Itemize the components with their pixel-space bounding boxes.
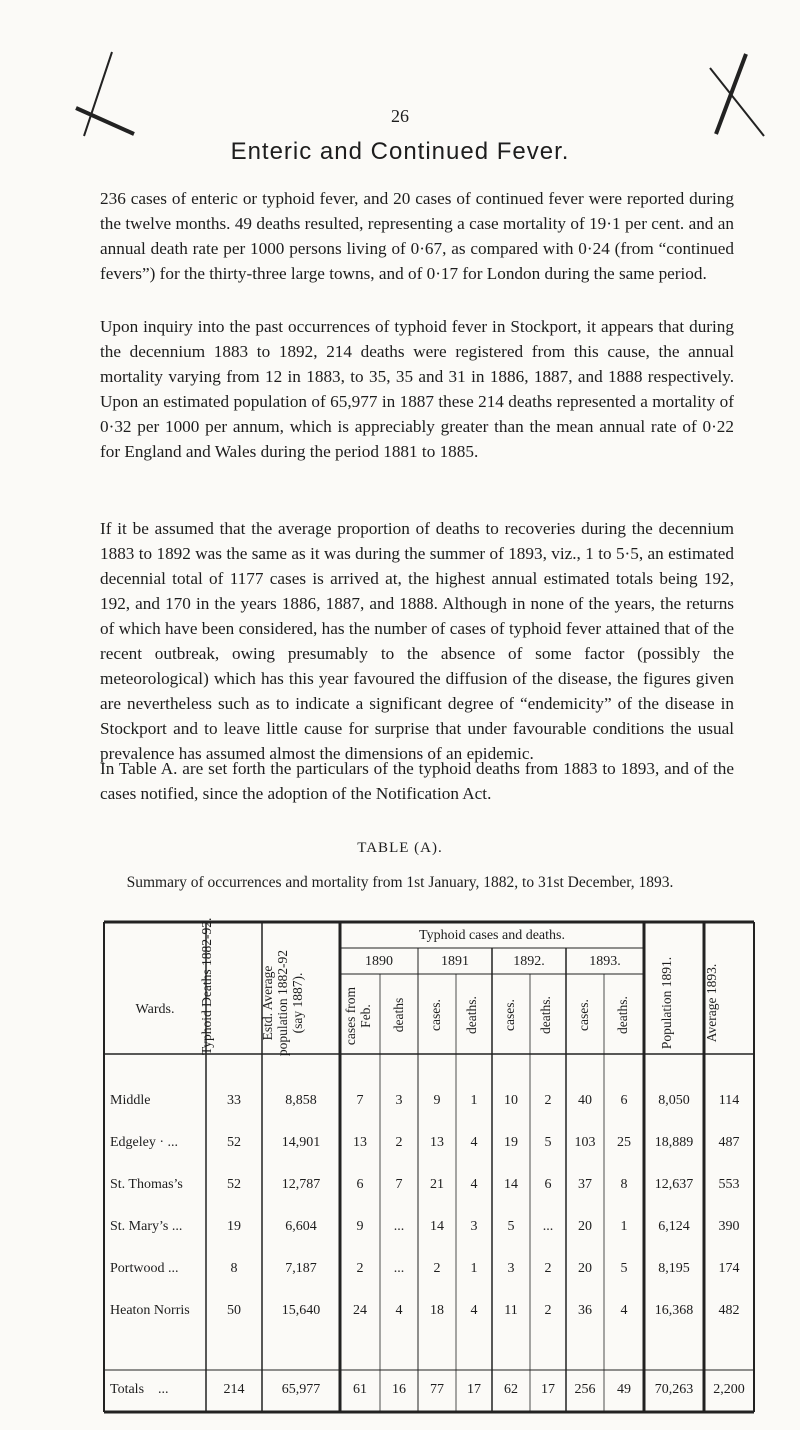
cell-cases-1892: 11	[504, 1303, 518, 1318]
header-typhoid-deaths: Typhoid Deaths 1882-92.	[199, 917, 214, 1055]
cell-population-1891: 16,368	[654, 1303, 694, 1318]
cell-estd-average: 6,604	[285, 1219, 317, 1234]
cell-cases-1892: 3	[507, 1261, 515, 1276]
cell-cases-1891: 18	[430, 1303, 444, 1318]
cell-population-1891: 8,195	[658, 1261, 690, 1276]
cell-deaths-1893: 4	[620, 1303, 628, 1318]
cell-average-1893: 487	[718, 1135, 740, 1150]
ward-name: St. Thomas’s	[110, 1177, 183, 1192]
cell-cases-1890: 9	[356, 1219, 364, 1234]
cell-cases-1893: 40	[578, 1093, 592, 1108]
cell-average-1893: 553	[718, 1177, 740, 1192]
header-cases-from-feb: cases from Feb.	[343, 986, 373, 1046]
ward-name: Portwood ...	[110, 1261, 179, 1276]
cell-cases-1891: 13	[430, 1135, 444, 1150]
total-deaths-1890: 16	[392, 1382, 406, 1397]
cell-cases-1890: 2	[356, 1261, 364, 1276]
cell-deaths-1892: ...	[542, 1219, 554, 1234]
cell-cases-1891: 9	[433, 1093, 441, 1108]
page-number: 26	[391, 106, 409, 126]
paragraph-4: In Table A. are set forth the particulars of the typhoid deaths from 1883 to 1893, and of the cases notified, since the adoption of the Notification Act.	[100, 759, 734, 803]
total-cases-1891: 77	[430, 1382, 444, 1397]
cell-deaths-1893: 25	[617, 1135, 631, 1150]
ward-name: Edgeley · ...	[110, 1135, 179, 1150]
cell-estd-average: 14,901	[281, 1135, 321, 1150]
cell-cases-1893: 36	[578, 1303, 592, 1318]
header-deaths-1893: deaths.	[615, 996, 630, 1034]
cell-deaths-1890: ...	[393, 1219, 405, 1234]
cell-deaths-1891: 1	[470, 1261, 478, 1276]
cell-average-1893: 390	[718, 1219, 740, 1234]
cell-deaths-1893: 5	[620, 1261, 628, 1276]
cell-deaths-1893: 6	[620, 1093, 628, 1108]
header-typhoid-group: Typhoid cases and deaths.	[419, 928, 565, 943]
cell-deaths-1891: 4	[470, 1303, 478, 1318]
total-population-1891: 70,263	[654, 1382, 694, 1397]
cell-deaths-1891: 4	[470, 1177, 478, 1192]
cell-deaths-1890: 4	[395, 1303, 403, 1318]
cell-deaths-1892: 6	[544, 1177, 552, 1192]
page-title: Enteric and Continued Fever.	[230, 138, 570, 165]
total-deaths-1892: 17	[541, 1382, 555, 1397]
cell-deaths-1892: 5	[544, 1135, 552, 1150]
table-summary: Summary of occurrences and mortality from 1st January, 1882, to 31st December, 1893.	[126, 874, 674, 891]
cell-average-1893: 114	[718, 1093, 740, 1108]
cell-cases-1891: 21	[430, 1177, 444, 1192]
total-deaths-1893: 49	[617, 1382, 631, 1397]
table-label: TABLE (A).	[357, 840, 443, 856]
header-year-1890: 1890	[365, 954, 393, 969]
cell-estd-average: 7,187	[285, 1261, 317, 1276]
total-average-1893: 2,200	[713, 1382, 745, 1397]
cell-cases-1892: 14	[504, 1177, 518, 1192]
cell-deaths-1890: 3	[395, 1093, 403, 1108]
cell-deaths-1891: 4	[470, 1135, 478, 1150]
header-year-1893: 1893.	[589, 954, 621, 969]
ward-name: Middle	[110, 1093, 151, 1108]
cell-cases-1893: 37	[578, 1177, 592, 1192]
cell-deaths-1890: ...	[393, 1261, 405, 1276]
cell-typhoid-deaths: 33	[227, 1093, 241, 1108]
cell-population-1891: 12,637	[654, 1177, 694, 1192]
cell-population-1891: 18,889	[654, 1135, 694, 1150]
totals-label: Totals ...	[110, 1382, 169, 1397]
header-deaths-1891: deaths.	[464, 996, 479, 1034]
cell-cases-1890: 7	[356, 1093, 364, 1108]
header-estd-average: Estd. Average population 1882-92 (say 1887).	[260, 949, 305, 1057]
total-estd-average: 65,977	[281, 1382, 321, 1397]
cell-estd-average: 12,787	[281, 1177, 321, 1192]
header-cases-1891: cases.	[428, 999, 443, 1031]
header-population-1891: Population 1891.	[659, 956, 674, 1050]
cell-deaths-1891: 3	[470, 1219, 478, 1234]
cell-cases-1892: 10	[504, 1093, 518, 1108]
cell-deaths-1890: 2	[395, 1135, 403, 1150]
header-deaths-1892: deaths.	[538, 996, 553, 1034]
ward-name: St. Mary’s ...	[110, 1219, 183, 1234]
cell-estd-average: 8,858	[285, 1093, 317, 1108]
cell-deaths-1892: 2	[544, 1093, 552, 1108]
cell-population-1891: 8,050	[658, 1093, 690, 1108]
header-year-1891: 1891	[441, 954, 469, 969]
header-year-1892: 1892.	[513, 954, 545, 969]
ward-name: Heaton Norris	[110, 1303, 190, 1318]
cell-cases-1890: 24	[353, 1303, 367, 1318]
cell-typhoid-deaths: 50	[227, 1303, 241, 1318]
cell-deaths-1890: 7	[395, 1177, 403, 1192]
total-typhoid-deaths: 214	[223, 1382, 245, 1397]
cell-cases-1893: 20	[578, 1219, 592, 1234]
cell-cases-1890: 13	[353, 1135, 367, 1150]
cell-typhoid-deaths: 52	[227, 1177, 241, 1192]
total-cases-1893: 256	[574, 1382, 596, 1397]
cell-average-1893: 482	[718, 1303, 740, 1318]
cell-cases-1893: 103	[574, 1135, 596, 1150]
cell-population-1891: 6,124	[658, 1219, 690, 1234]
cell-deaths-1893: 8	[620, 1177, 628, 1192]
cell-deaths-1893: 1	[620, 1219, 628, 1234]
table-a	[96, 910, 761, 1430]
cell-cases-1892: 5	[507, 1219, 515, 1234]
total-cases-1890: 61	[353, 1382, 367, 1397]
cell-cases-1892: 19	[504, 1135, 518, 1150]
cell-typhoid-deaths: 52	[227, 1135, 241, 1150]
cell-deaths-1892: 2	[544, 1261, 552, 1276]
header-cases-1893: cases.	[576, 999, 591, 1031]
cell-cases-1893: 20	[578, 1261, 592, 1276]
header-deaths-1890: deaths	[391, 997, 406, 1033]
cell-deaths-1892: 2	[544, 1303, 552, 1318]
cell-cases-1890: 6	[356, 1177, 364, 1192]
cell-estd-average: 15,640	[281, 1303, 321, 1318]
cell-average-1893: 174	[718, 1261, 740, 1276]
cell-cases-1891: 14	[430, 1219, 444, 1234]
paragraph-2: Upon inquiry into the past occurrences of typhoid fever in Stockport, it appears that during the decennium 1883 to 1892, 214 deaths were registered from this cause, the annual mortality varying from 12 in 1883, to 35, 35 and 31 in 1886, 1887, and 1888 respectively. Upon an estimated population of 65,977 in 1887 these 214 deaths represented a mortality of 0·32 per 1000 per annum, which is appreciably greater than the mean annual rate of 0·22 for England and Wales during the period 1881 to 1885.	[100, 317, 734, 461]
paragraph-3: If it be assumed that the average proportion of deaths to recoveries during the decennium 1883 to 1892 was the same as it was during the summer of 1893, viz., 1 to 5·5, an estimated decennial total of 1177 cases is arrived at, the highest annual estimated totals being 192, 192, and 170 in the years 1886, 1887, and 1888. Although in none of the years, the returns of which have been considered, has the number of cases of typhoid fever attained that of the recent outbreak, owing presumably to the absence of some factor (possibly the meteorological) which has this year favoured the diffusion of the disease, the figures given are nevertheless such as to indicate a significant degree of “endemicity” of the disease in Stockport and to leave little cause for surprise that under favourable conditions the usual prevalence has assumed almost the dimensions of an epidemic.	[100, 519, 734, 763]
cell-deaths-1891: 1	[470, 1093, 478, 1108]
paragraph-1: 236 cases of enteric or typhoid fever, and 20 cases of continued fever were reported during the twelve months. 49 deaths resulted, representing a case mortality of 19·1 per cent. and an annual death rate per 1000 persons living of 0·67, as compared with 0·24 (from “continued fevers”) for the thirty-three large towns, and of 0·17 for London during the same period.	[100, 189, 734, 283]
total-deaths-1891: 17	[467, 1382, 481, 1397]
cell-typhoid-deaths: 19	[227, 1219, 241, 1234]
total-cases-1892: 62	[504, 1382, 518, 1397]
header-wards: Wards.	[135, 1002, 175, 1017]
header-average-1893: Average 1893.	[704, 963, 719, 1043]
cell-cases-1891: 2	[433, 1261, 441, 1276]
header-cases-1892: cases.	[502, 999, 517, 1031]
cell-typhoid-deaths: 8	[230, 1261, 238, 1276]
